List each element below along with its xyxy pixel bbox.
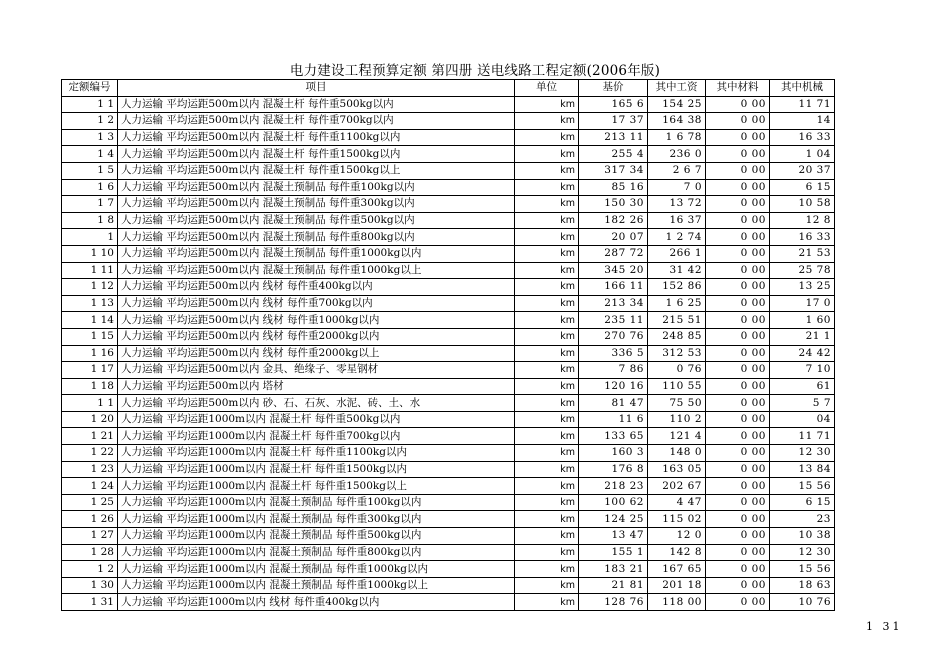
table-row <box>62 146 835 163</box>
table-row <box>62 295 835 312</box>
row-wage: 2 6 7 <box>648 162 706 179</box>
row-machine: 21 53 <box>770 245 835 262</box>
row-unit: km <box>515 212 579 229</box>
row-material: 0 00 <box>706 229 770 246</box>
table-body <box>62 96 835 610</box>
row-material: 0 00 <box>706 362 770 379</box>
row-base-price: 218 23 <box>579 478 648 495</box>
column-header-base-price: 基价 <box>579 80 648 97</box>
row-base-price: 133 65 <box>579 428 648 445</box>
row-base-price: 213 11 <box>579 129 648 146</box>
row-wage: 142 8 <box>648 544 706 561</box>
row-unit: km <box>515 295 579 312</box>
row-unit: km <box>515 262 579 279</box>
table-row <box>62 162 835 179</box>
row-wage: 163 05 <box>648 461 706 478</box>
row-machine: 11 71 <box>770 428 835 445</box>
row-wage: 248 85 <box>648 328 706 345</box>
row-code: 1 <box>62 229 118 246</box>
row-unit: km <box>515 594 579 611</box>
row-code: 1 12 <box>62 279 118 296</box>
row-wage: 202 67 <box>648 478 706 495</box>
row-machine: 17 0 <box>770 295 835 312</box>
row-machine: 1 04 <box>770 146 835 163</box>
row-unit: km <box>515 146 579 163</box>
row-base-price: 166 11 <box>579 279 648 296</box>
row-code: 1 24 <box>62 478 118 495</box>
row-item: 人力运输 平均运距500m以内 混凝土杆 每件重1100kg以内 <box>118 129 515 146</box>
row-item: 人力运输 平均运距500m以内 塔材 <box>118 378 515 395</box>
row-base-price: 165 6 <box>579 96 648 113</box>
row-code: 1 26 <box>62 511 118 528</box>
row-wage: 152 86 <box>648 279 706 296</box>
row-code: 1 11 <box>62 262 118 279</box>
row-material: 0 00 <box>706 577 770 594</box>
row-unit: km <box>515 461 579 478</box>
table-row <box>62 279 835 296</box>
row-wage: 236 0 <box>648 146 706 163</box>
row-machine: 14 <box>770 113 835 130</box>
row-item: 人力运输 平均运距500m以内 线材 每件重400kg以内 <box>118 279 515 296</box>
table-row <box>62 345 835 362</box>
row-item: 人力运输 平均运距500m以内 金具、绝缘子、零星钢材 <box>118 362 515 379</box>
row-code: 1 20 <box>62 411 118 428</box>
row-code: 1 1 <box>62 96 118 113</box>
row-material: 0 00 <box>706 212 770 229</box>
row-item: 人力运输 平均运距1000m以内 混凝土杆 每件重1100kg以内 <box>118 445 515 462</box>
row-item: 人力运输 平均运距1000m以内 混凝土杆 每件重500kg以内 <box>118 411 515 428</box>
table-row <box>62 229 835 246</box>
row-unit: km <box>515 378 579 395</box>
row-wage: 266 1 <box>648 245 706 262</box>
table-row <box>62 212 835 229</box>
row-machine: 18 63 <box>770 577 835 594</box>
row-item: 人力运输 平均运距500m以内 线材 每件重2000kg以内 <box>118 328 515 345</box>
row-base-price: 100 62 <box>579 494 648 511</box>
row-material: 0 00 <box>706 295 770 312</box>
row-material: 0 00 <box>706 445 770 462</box>
row-wage: 1 6 78 <box>648 129 706 146</box>
row-base-price: 176 8 <box>579 461 648 478</box>
row-code: 1 4 <box>62 146 118 163</box>
row-base-price: 317 34 <box>579 162 648 179</box>
row-unit: km <box>515 245 579 262</box>
row-base-price: 235 11 <box>579 312 648 329</box>
table-row <box>62 445 835 462</box>
row-material: 0 00 <box>706 528 770 545</box>
row-wage: 154 25 <box>648 96 706 113</box>
row-unit: km <box>515 113 579 130</box>
row-code: 1 7 <box>62 196 118 213</box>
row-material: 0 00 <box>706 411 770 428</box>
row-item: 人力运输 平均运距1000m以内 混凝土预制品 每件重1000kg以内 <box>118 561 515 578</box>
row-material: 0 00 <box>706 345 770 362</box>
row-code: 1 23 <box>62 461 118 478</box>
row-code: 1 2 <box>62 113 118 130</box>
row-wage: 115 02 <box>648 511 706 528</box>
row-machine: 13 25 <box>770 279 835 296</box>
column-header-unit: 单位 <box>515 80 579 97</box>
row-wage: 1 6 25 <box>648 295 706 312</box>
table-row <box>62 544 835 561</box>
table-row <box>62 577 835 594</box>
row-unit: km <box>515 511 579 528</box>
row-base-price: 336 5 <box>579 345 648 362</box>
page-title: 电力建设工程预算定额 第四册 送电线路工程定额(2006年版) <box>289 63 661 79</box>
row-base-price: 213 34 <box>579 295 648 312</box>
row-item: 人力运输 平均运距500m以内 混凝土杆 每件重1500kg以内 <box>118 146 515 163</box>
row-item: 人力运输 平均运距1000m以内 线材 每件重400kg以内 <box>118 594 515 611</box>
row-base-price: 20 07 <box>579 229 648 246</box>
column-header-code: 定额编号 <box>62 80 118 97</box>
row-material: 0 00 <box>706 461 770 478</box>
row-base-price: 124 25 <box>579 511 648 528</box>
row-item: 人力运输 平均运距500m以内 线材 每件重1000kg以内 <box>118 312 515 329</box>
row-wage: 118 00 <box>648 594 706 611</box>
row-item: 人力运输 平均运距1000m以内 混凝土预制品 每件重1000kg以上 <box>118 577 515 594</box>
row-wage: 16 37 <box>648 212 706 229</box>
row-code: 1 31 <box>62 594 118 611</box>
row-code: 1 15 <box>62 328 118 345</box>
row-base-price: 255 4 <box>579 146 648 163</box>
row-wage: 110 55 <box>648 378 706 395</box>
row-wage: 110 2 <box>648 411 706 428</box>
row-machine: 6 15 <box>770 494 835 511</box>
row-code: 1 10 <box>62 245 118 262</box>
row-machine: 10 76 <box>770 594 835 611</box>
row-base-price: 160 3 <box>579 445 648 462</box>
row-item: 人力运输 平均运距1000m以内 混凝土预制品 每件重800kg以内 <box>118 544 515 561</box>
table-row <box>62 594 835 611</box>
row-material: 0 00 <box>706 113 770 130</box>
row-material: 0 00 <box>706 378 770 395</box>
row-base-price: 21 81 <box>579 577 648 594</box>
row-item: 人力运输 平均运距500m以内 砂、石、石灰、水泥、砖、土、水 <box>118 395 515 412</box>
row-machine: 6 15 <box>770 179 835 196</box>
row-code: 1 16 <box>62 345 118 362</box>
row-code: 1 5 <box>62 162 118 179</box>
row-machine: 20 37 <box>770 162 835 179</box>
row-code: 1 17 <box>62 362 118 379</box>
row-material: 0 00 <box>706 245 770 262</box>
row-wage: 164 38 <box>648 113 706 130</box>
row-base-price: 120 16 <box>579 378 648 395</box>
row-wage: 4 47 <box>648 494 706 511</box>
table-row <box>62 494 835 511</box>
row-item: 人力运输 平均运距500m以内 混凝土杆 每件重700kg以内 <box>118 113 515 130</box>
row-item: 人力运输 平均运距1000m以内 混凝土杆 每件重1500kg以内 <box>118 461 515 478</box>
row-machine: 1 60 <box>770 312 835 329</box>
row-item: 人力运输 平均运距1000m以内 混凝土杆 每件重700kg以内 <box>118 428 515 445</box>
row-material: 0 00 <box>706 146 770 163</box>
row-base-price: 85 16 <box>579 179 648 196</box>
column-header-machine: 其中机械 <box>770 80 835 97</box>
row-machine: 13 84 <box>770 461 835 478</box>
row-unit: km <box>515 179 579 196</box>
row-unit: km <box>515 362 579 379</box>
table-row <box>62 378 835 395</box>
row-unit: km <box>515 328 579 345</box>
row-unit: km <box>515 162 579 179</box>
row-machine: 21 1 <box>770 328 835 345</box>
column-header-wage: 其中工资 <box>648 80 706 97</box>
row-wage: 31 42 <box>648 262 706 279</box>
row-material: 0 00 <box>706 478 770 495</box>
row-item: 人力运输 平均运距500m以内 混凝土预制品 每件重500kg以内 <box>118 212 515 229</box>
row-material: 0 00 <box>706 561 770 578</box>
row-material: 0 00 <box>706 395 770 412</box>
row-machine: 25 78 <box>770 262 835 279</box>
table-row <box>62 561 835 578</box>
row-item: 人力运输 平均运距500m以内 混凝土杆 每件重500kg以内 <box>118 96 515 113</box>
row-base-price: 11 6 <box>579 411 648 428</box>
row-unit: km <box>515 96 579 113</box>
row-item: 人力运输 平均运距500m以内 混凝土预制品 每件重800kg以内 <box>118 229 515 246</box>
row-code: 1 8 <box>62 212 118 229</box>
row-material: 0 00 <box>706 544 770 561</box>
table-header-row <box>62 80 835 97</box>
table-row <box>62 113 835 130</box>
row-base-price: 128 76 <box>579 594 648 611</box>
row-unit: km <box>515 528 579 545</box>
row-machine: 15 56 <box>770 561 835 578</box>
row-code: 1 30 <box>62 577 118 594</box>
row-material: 0 00 <box>706 96 770 113</box>
row-material: 0 00 <box>706 312 770 329</box>
table-row <box>62 328 835 345</box>
row-wage: 7 0 <box>648 179 706 196</box>
row-base-price: 81 47 <box>579 395 648 412</box>
row-base-price: 155 1 <box>579 544 648 561</box>
table-row <box>62 312 835 329</box>
table-row <box>62 411 835 428</box>
row-unit: km <box>515 312 579 329</box>
row-material: 0 00 <box>706 262 770 279</box>
row-item: 人力运输 平均运距500m以内 混凝土预制品 每件重300kg以内 <box>118 196 515 213</box>
table-row <box>62 461 835 478</box>
row-unit: km <box>515 345 579 362</box>
column-header-material: 其中材料 <box>706 80 770 97</box>
row-machine: 7 10 <box>770 362 835 379</box>
row-machine: 5 7 <box>770 395 835 412</box>
row-unit: km <box>515 395 579 412</box>
row-base-price: 182 26 <box>579 212 648 229</box>
row-item: 人力运输 平均运距1000m以内 混凝土预制品 每件重100kg以内 <box>118 494 515 511</box>
row-unit: km <box>515 544 579 561</box>
row-code: 1 18 <box>62 378 118 395</box>
row-wage: 1 2 74 <box>648 229 706 246</box>
page-number: 1 31 <box>866 620 903 633</box>
row-code: 1 21 <box>62 428 118 445</box>
table-row <box>62 478 835 495</box>
row-base-price: 270 76 <box>579 328 648 345</box>
row-unit: km <box>515 577 579 594</box>
row-unit: km <box>515 129 579 146</box>
row-machine: 11 71 <box>770 96 835 113</box>
row-material: 0 00 <box>706 279 770 296</box>
row-material: 0 00 <box>706 162 770 179</box>
row-base-price: 7 86 <box>579 362 648 379</box>
quota-table <box>61 79 835 611</box>
row-code: 1 28 <box>62 544 118 561</box>
row-machine: 16 33 <box>770 229 835 246</box>
row-item: 人力运输 平均运距500m以内 混凝土预制品 每件重100kg以内 <box>118 179 515 196</box>
table-row <box>62 362 835 379</box>
row-base-price: 150 30 <box>579 196 648 213</box>
table-row <box>62 528 835 545</box>
table-row <box>62 129 835 146</box>
row-material: 0 00 <box>706 511 770 528</box>
row-base-price: 345 20 <box>579 262 648 279</box>
table-row <box>62 511 835 528</box>
row-unit: km <box>515 428 579 445</box>
row-item: 人力运输 平均运距500m以内 混凝土杆 每件重1500kg以上 <box>118 162 515 179</box>
row-base-price: 13 47 <box>579 528 648 545</box>
row-item: 人力运输 平均运距500m以内 混凝土预制品 每件重1000kg以内 <box>118 245 515 262</box>
row-machine: 12 8 <box>770 212 835 229</box>
row-machine: 12 30 <box>770 544 835 561</box>
row-item: 人力运输 平均运距500m以内 混凝土预制品 每件重1000kg以上 <box>118 262 515 279</box>
row-unit: km <box>515 196 579 213</box>
row-item: 人力运输 平均运距1000m以内 混凝土预制品 每件重500kg以内 <box>118 528 515 545</box>
row-code: 1 3 <box>62 129 118 146</box>
row-wage: 167 65 <box>648 561 706 578</box>
row-wage: 148 0 <box>648 445 706 462</box>
row-machine: 24 42 <box>770 345 835 362</box>
row-material: 0 00 <box>706 594 770 611</box>
row-wage: 121 4 <box>648 428 706 445</box>
row-wage: 312 53 <box>648 345 706 362</box>
row-code: 1 22 <box>62 445 118 462</box>
row-machine: 10 58 <box>770 196 835 213</box>
row-material: 0 00 <box>706 428 770 445</box>
row-wage: 0 76 <box>648 362 706 379</box>
row-material: 0 00 <box>706 129 770 146</box>
row-item: 人力运输 平均运距1000m以内 混凝土杆 每件重1500kg以上 <box>118 478 515 495</box>
row-material: 0 00 <box>706 179 770 196</box>
row-base-price: 17 37 <box>579 113 648 130</box>
row-unit: km <box>515 561 579 578</box>
row-wage: 13 72 <box>648 196 706 213</box>
row-code: 1 13 <box>62 295 118 312</box>
row-material: 0 00 <box>706 494 770 511</box>
row-wage: 12 0 <box>648 528 706 545</box>
table-row <box>62 179 835 196</box>
row-machine: 16 33 <box>770 129 835 146</box>
row-code: 1 6 <box>62 179 118 196</box>
row-material: 0 00 <box>706 328 770 345</box>
table-row <box>62 395 835 412</box>
row-machine: 12 30 <box>770 445 835 462</box>
table-row <box>62 262 835 279</box>
table-row <box>62 428 835 445</box>
row-wage: 75 50 <box>648 395 706 412</box>
row-material: 0 00 <box>706 196 770 213</box>
table-row <box>62 96 835 113</box>
row-unit: km <box>515 279 579 296</box>
row-wage: 215 51 <box>648 312 706 329</box>
row-unit: km <box>515 494 579 511</box>
table-row <box>62 245 835 262</box>
row-wage: 201 18 <box>648 577 706 594</box>
row-machine: 10 38 <box>770 528 835 545</box>
row-unit: km <box>515 229 579 246</box>
row-code: 1 27 <box>62 528 118 545</box>
row-code: 1 25 <box>62 494 118 511</box>
row-base-price: 287 72 <box>579 245 648 262</box>
row-unit: km <box>515 411 579 428</box>
row-machine: 61 <box>770 378 835 395</box>
table-row <box>62 196 835 213</box>
row-item: 人力运输 平均运距500m以内 线材 每件重700kg以内 <box>118 295 515 312</box>
row-unit: km <box>515 445 579 462</box>
row-item: 人力运输 平均运距1000m以内 混凝土预制品 每件重300kg以内 <box>118 511 515 528</box>
column-header-item: 项目 <box>118 80 515 97</box>
row-machine: 15 56 <box>770 478 835 495</box>
row-unit: km <box>515 478 579 495</box>
row-machine: 04 <box>770 411 835 428</box>
row-code: 1 2 <box>62 561 118 578</box>
row-code: 1 1 <box>62 395 118 412</box>
row-machine: 23 <box>770 511 835 528</box>
row-item: 人力运输 平均运距500m以内 线材 每件重2000kg以上 <box>118 345 515 362</box>
row-base-price: 183 21 <box>579 561 648 578</box>
row-code: 1 14 <box>62 312 118 329</box>
